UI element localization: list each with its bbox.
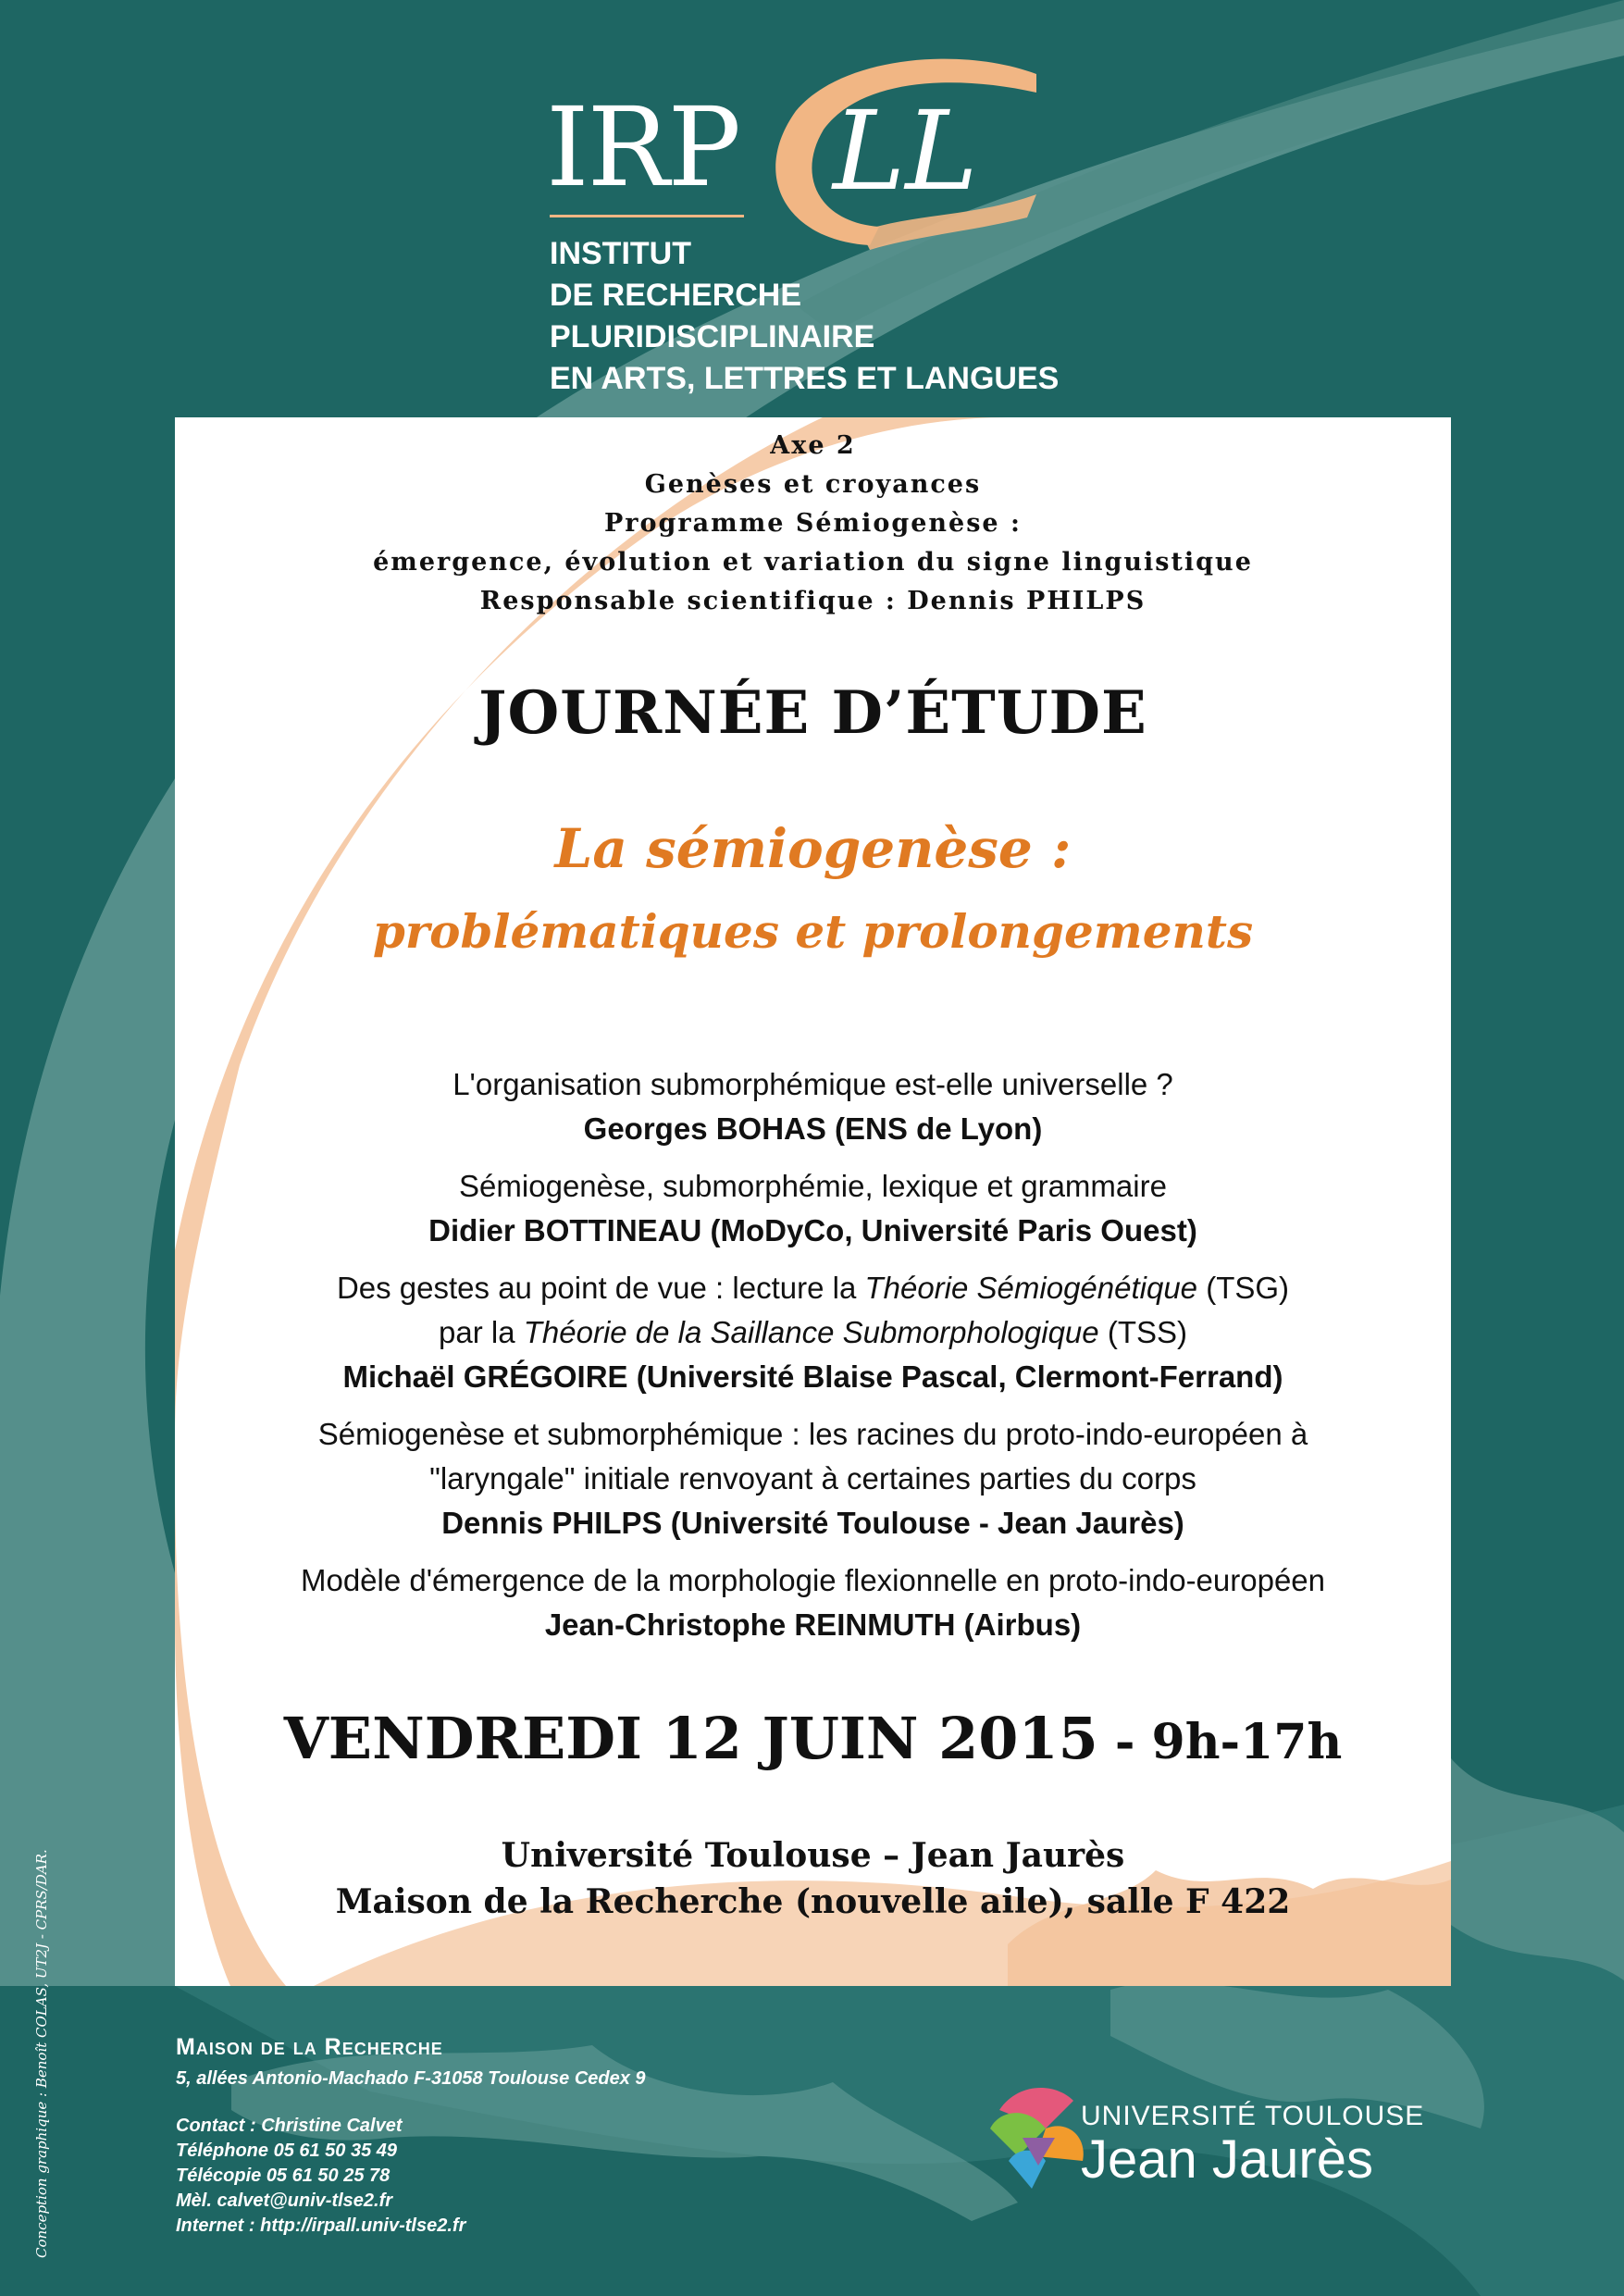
logo-wordmark-italic: LL: [833, 87, 978, 215]
design-credit: Conception graphique : Benoît COLAS, UT2J - CPRS/DAR.: [33, 1849, 50, 2258]
logo-rule: [550, 215, 744, 217]
contact-block: [176, 2034, 646, 2239]
logo-wordmark: IRP: [546, 83, 739, 211]
talk-title: [175, 1310, 1451, 1355]
irpall-logo: [546, 83, 1101, 398]
footer-telecopie: Télécopie 05 61 50 25 78: [176, 2166, 391, 2186]
event-title: La sémiogenèse :: [554, 817, 1072, 880]
footer-address: 5, allées Antonio-Machado F-31058 Toulouse Cedex 9: [176, 2068, 646, 2089]
talk-title-emphasis: Théorie Sémiogénétique: [864, 1271, 1198, 1305]
logo-line: DE RECHERCHE: [550, 278, 802, 313]
theme-label: Genèses et croyances: [644, 470, 982, 499]
university-name-bottom: Jean Jaurès: [1081, 2129, 1373, 2190]
date-separator: -: [1097, 1714, 1152, 1770]
talk-title: Modèle d'émergence de la morphologie flexionnelle en proto-indo-européen: [300, 1563, 1326, 1597]
talk-title-emphasis: Théorie de la Saillance Submorphologique: [523, 1315, 1099, 1349]
talk-title: [175, 1266, 1451, 1310]
university-mark-icon: [981, 2073, 1092, 2193]
talk-list: [175, 1062, 1451, 1660]
footer-contact: Contact : Christine Calvet: [176, 2116, 403, 2136]
university-name-top: UNIVERSITÉ TOULOUSE: [1081, 2101, 1425, 2131]
talk-speaker: Georges BOHAS (ENS de Lyon): [583, 1111, 1043, 1146]
axe-label: Axe 2: [770, 431, 856, 460]
logo-line: INSTITUT: [550, 236, 691, 271]
talk-title: "laryngale" initiale renvoyant à certaines parties du corps: [429, 1461, 1196, 1496]
programme-label: Programme Sémiogenèse :: [604, 509, 1022, 538]
talk-title: Sémiogenèse, submorphémie, lexique et grammaire: [459, 1169, 1167, 1203]
talk-item: [175, 1164, 1451, 1253]
venue-university: Université Toulouse – Jean Jaurès: [501, 1836, 1125, 1875]
event-day: VENDREDI 12 JUIN 2015: [283, 1705, 1098, 1772]
event-venue: [175, 1832, 1451, 1925]
talk-title-part: Des gestes au point de vue : lecture la: [336, 1271, 865, 1305]
venue-room: Maison de la Recherche (nouvelle aile), salle F 422: [335, 1882, 1291, 1921]
talk-item: [175, 1558, 1451, 1647]
talk-speaker: Jean-Christophe REINMUTH (Airbus): [544, 1607, 1082, 1642]
logo-line: PLURIDISCIPLINAIRE: [550, 319, 875, 354]
footer-website[interactable]: Internet : http://irpall.univ-tlse2.fr: [176, 2215, 466, 2236]
talk-title: Sémiogenèse et submorphémique : les racines du proto-indo-européen à: [317, 1417, 1308, 1451]
footer-telephone: Téléphone 05 61 50 35 49: [176, 2141, 398, 2161]
event-type: JOURNÉE D’ÉTUDE: [478, 678, 1147, 748]
university-logo: [981, 2073, 1462, 2193]
main-panel: [175, 417, 1451, 1986]
logo-line: EN ARTS, LETTRES ET LANGUES: [550, 361, 1060, 396]
footer-email[interactable]: Mèl. calvet@univ-tlse2.fr: [176, 2191, 393, 2211]
logo-institute-name: [550, 233, 1059, 400]
footer-title: Maison de la Recherche: [176, 2034, 443, 2060]
talk-speaker: Dennis PHILPS (Université Toulouse - Jean Jaurès): [441, 1506, 1184, 1540]
programme-subtitle: émergence, évolution et variation du signe linguistique: [373, 548, 1253, 577]
talk-item: [175, 1266, 1451, 1399]
talk-item: [175, 1062, 1451, 1151]
talk-title-part: par la: [439, 1315, 524, 1349]
event-hours: 9h-17h: [1151, 1714, 1343, 1770]
event-date: [175, 1705, 1451, 1772]
talk-speaker: Michaël GRÉGOIRE (Université Blaise Pascal, Clermont-Ferrand): [342, 1359, 1283, 1394]
event-subtitle: problématiques et prolongements: [372, 904, 1254, 959]
program-header: [175, 427, 1451, 621]
talk-title-part: (TSG): [1197, 1271, 1290, 1305]
talk-title: L'organisation submorphémique est-elle universelle ?: [452, 1067, 1173, 1101]
talk-item: [175, 1412, 1451, 1545]
talk-speaker: Didier BOTTINEAU (MoDyCo, Université Paris Ouest): [428, 1213, 1197, 1247]
responsable-label: Responsable scientifique : Dennis PHILPS: [479, 587, 1147, 615]
talk-title-part: (TSS): [1098, 1315, 1187, 1349]
